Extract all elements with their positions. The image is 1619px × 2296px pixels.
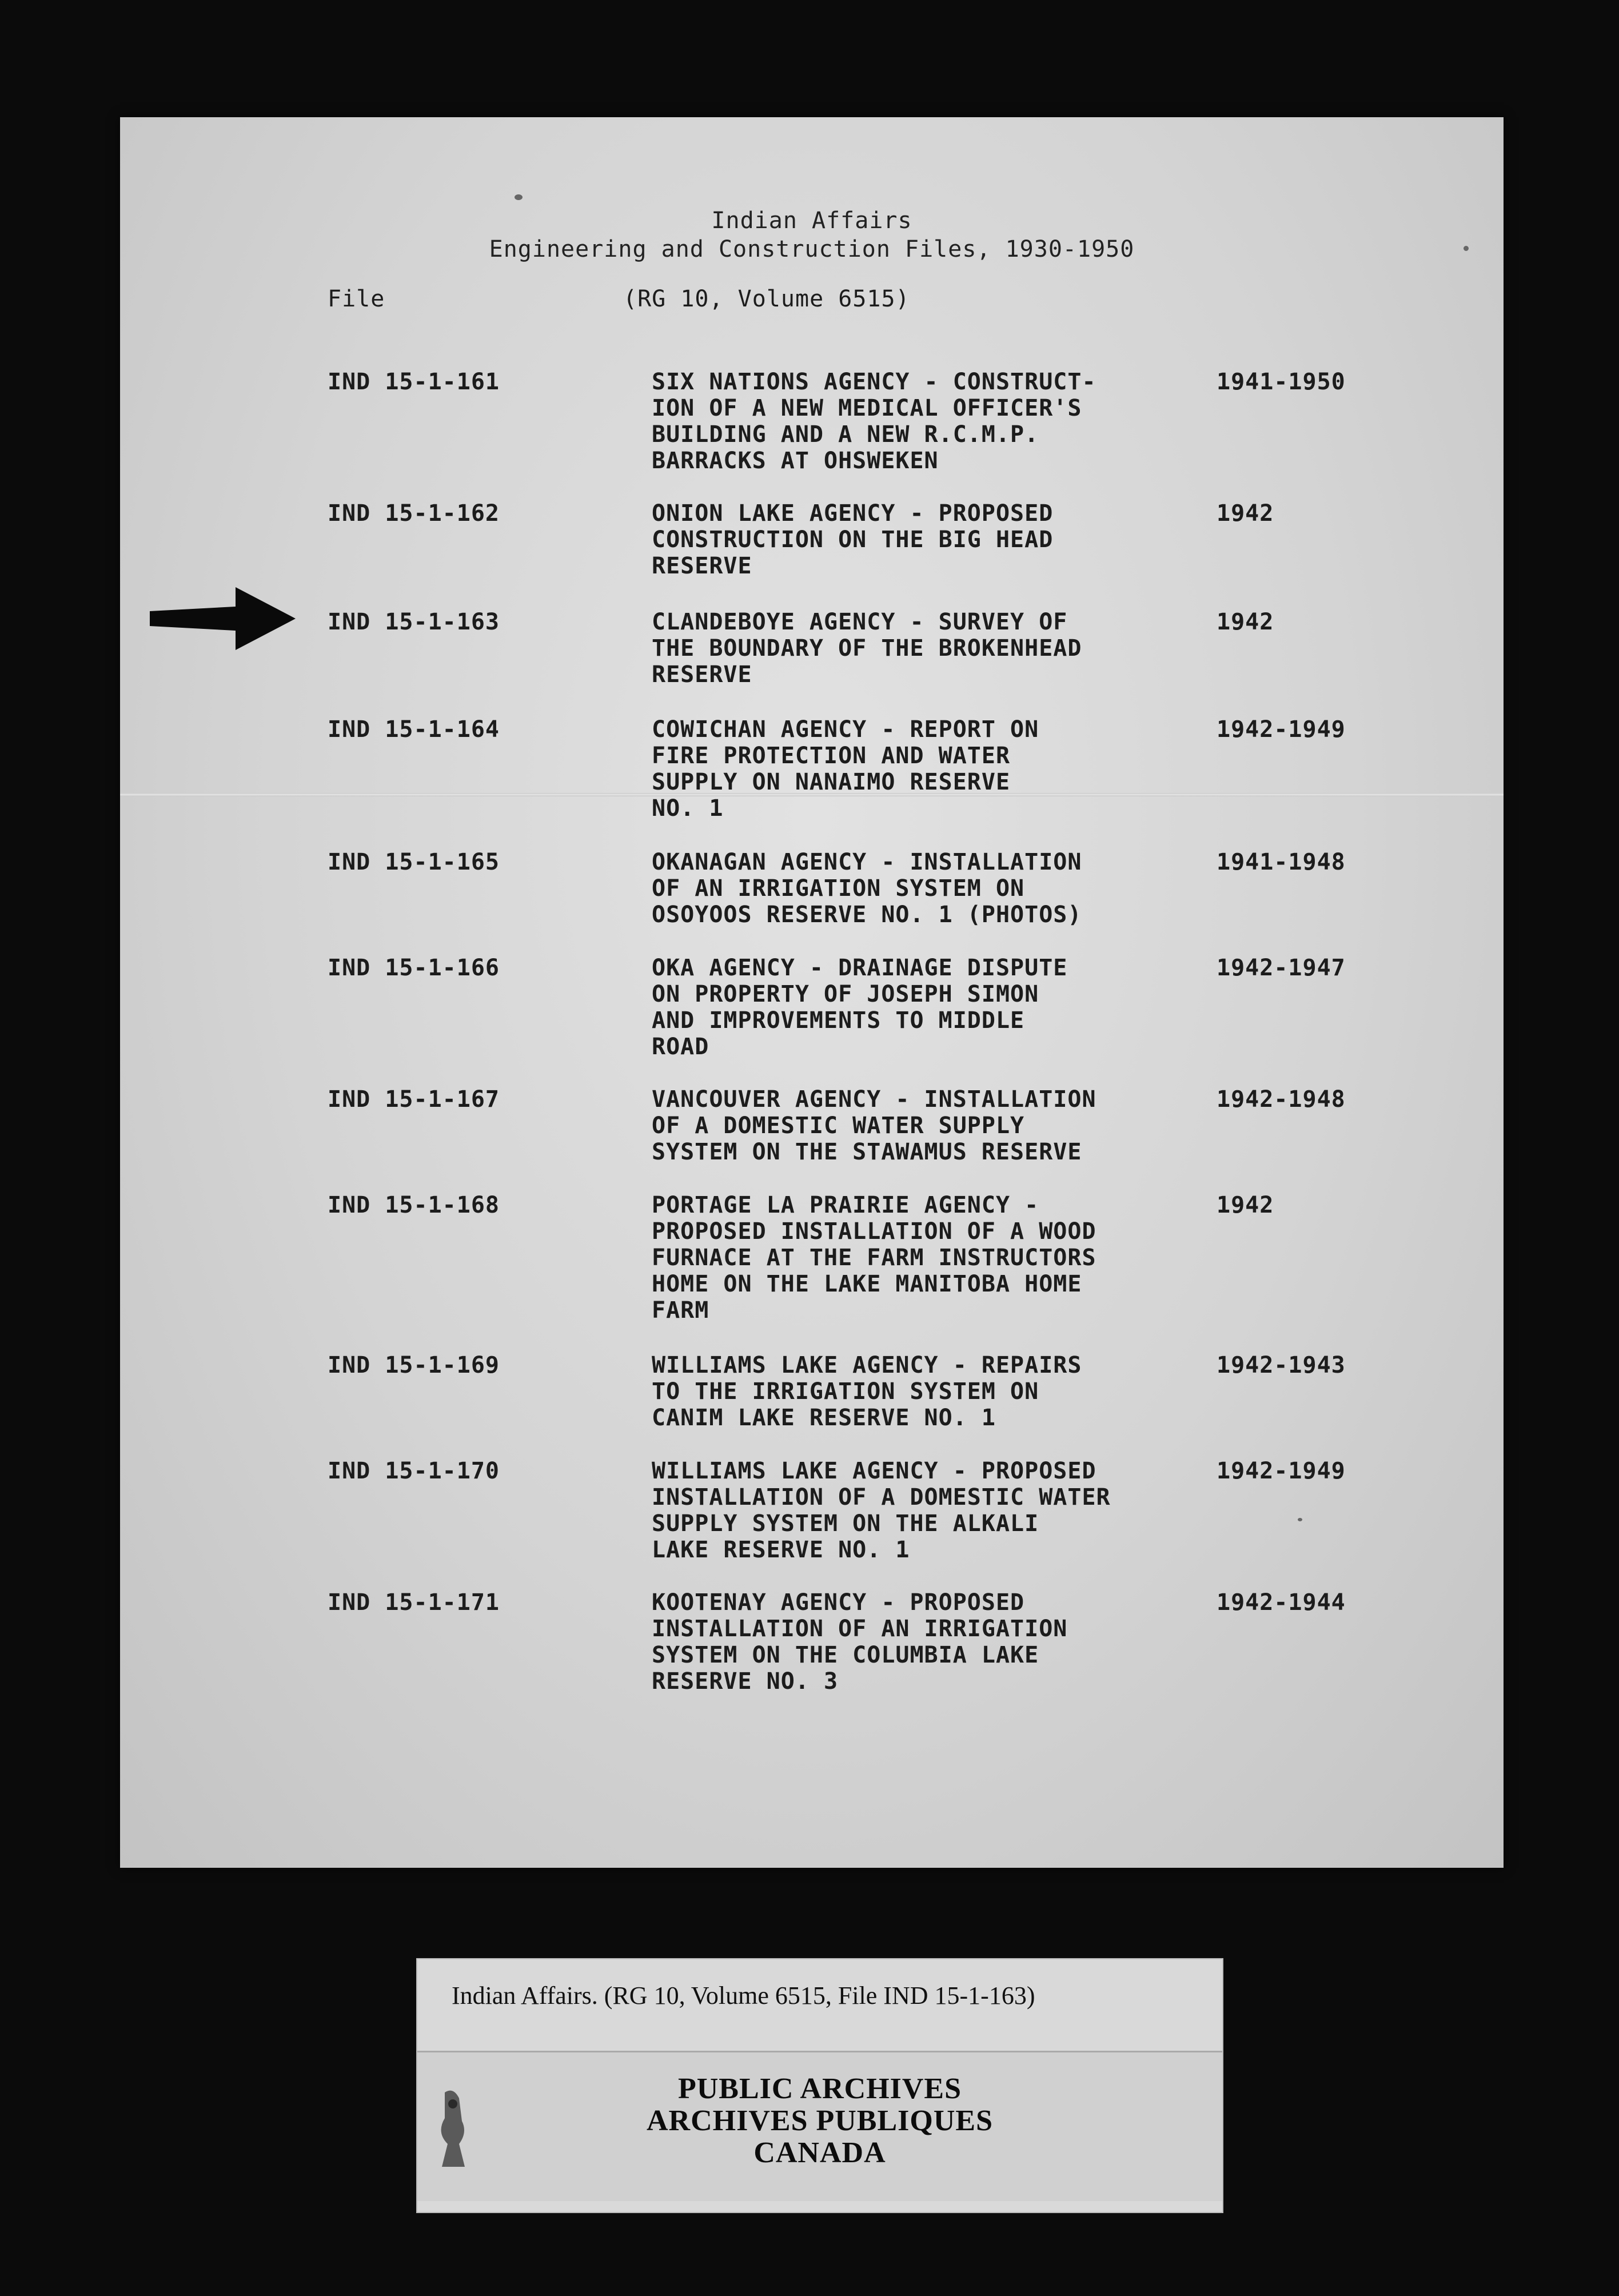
file-column-label: File	[328, 286, 385, 312]
file-dates: 1942-1947	[1217, 955, 1346, 981]
description-line: SUPPLY SYSTEM ON THE ALKALI	[652, 1510, 1039, 1537]
document-page	[120, 117, 1504, 1868]
file-number: IND 15-1-164	[328, 716, 500, 743]
file-description	[652, 1086, 1096, 1165]
file-dates: 1942-1949	[1217, 1458, 1346, 1484]
volume-label: (RG 10, Volume 6515)	[623, 286, 910, 312]
description-line: SYSTEM ON THE COLUMBIA LAKE	[652, 1642, 1039, 1668]
file-dates: 1942-1944	[1217, 1589, 1346, 1616]
file-dates: 1942-1949	[1217, 716, 1346, 743]
description-line: ROAD	[652, 1034, 709, 1060]
description-line: INSTALLATION OF A DOMESTIC WATER	[652, 1484, 1111, 1510]
stamp-line-french: ARCHIVES PUBLIQUES	[646, 2104, 994, 2137]
file-dates: 1942	[1217, 1192, 1274, 1218]
file-number: IND 15-1-161	[328, 369, 500, 395]
file-number: IND 15-1-166	[328, 955, 500, 981]
description-line: RESERVE	[652, 553, 752, 579]
file-description	[652, 609, 1082, 688]
document-title: Indian Affairs	[711, 208, 912, 234]
file-description	[652, 716, 1039, 822]
file-dates: 1941-1948	[1217, 849, 1346, 875]
file-number: IND 15-1-167	[328, 1086, 500, 1113]
description-line: CANIM LAKE RESERVE NO. 1	[652, 1405, 996, 1431]
file-description	[652, 1192, 1096, 1324]
stamp-line-english: PUBLIC ARCHIVES	[677, 2072, 962, 2105]
file-number: IND 15-1-171	[328, 1589, 500, 1616]
file-number: IND 15-1-169	[328, 1352, 500, 1378]
description-line: NO. 1	[652, 795, 724, 822]
file-description	[652, 1458, 1111, 1563]
file-number: IND 15-1-170	[328, 1458, 500, 1484]
description-line: AND IMPROVEMENTS TO MIDDLE	[652, 1007, 1025, 1034]
description-line: FARM	[652, 1297, 709, 1324]
description-line: BARRACKS AT OHSWEKEN	[652, 448, 939, 474]
description-line: ON PROPERTY OF JOSEPH SIMON	[652, 981, 1039, 1007]
description-line: SYSTEM ON THE STAWAMUS RESERVE	[652, 1139, 1082, 1165]
file-description	[652, 849, 1082, 928]
description-line: RESERVE NO. 3	[652, 1668, 839, 1695]
description-line: THE BOUNDARY OF THE BROKENHEAD	[652, 635, 1082, 661]
description-line: OKANAGAN AGENCY - INSTALLATION	[652, 849, 1082, 875]
description-line: FURNACE AT THE FARM INSTRUCTORS	[652, 1245, 1096, 1271]
file-description	[652, 1589, 1067, 1695]
description-line: SIX NATIONS AGENCY - CONSTRUCT-	[652, 369, 1096, 395]
file-dates: 1941-1950	[1217, 369, 1346, 395]
description-line: WILLIAMS LAKE AGENCY - REPAIRS	[652, 1352, 1082, 1378]
file-number: IND 15-1-163	[328, 609, 500, 635]
archives-stamp	[417, 2051, 1222, 2201]
description-line: OF AN IRRIGATION SYSTEM ON	[652, 875, 1025, 902]
arrow-right-icon	[150, 587, 298, 652]
file-dates: 1942	[1217, 609, 1274, 635]
description-line: TO THE IRRIGATION SYSTEM ON	[652, 1378, 1039, 1405]
description-line: FIRE PROTECTION AND WATER	[652, 743, 1011, 769]
file-dates: 1942-1948	[1217, 1086, 1346, 1113]
file-description	[652, 369, 1096, 474]
file-number: IND 15-1-165	[328, 849, 500, 875]
file-number: IND 15-1-168	[328, 1192, 500, 1218]
file-description	[652, 955, 1067, 1060]
description-line: ION OF A NEW MEDICAL OFFICER'S	[652, 395, 1082, 421]
file-description	[652, 1352, 1082, 1431]
description-line: CLANDEBOYE AGENCY - SURVEY OF	[652, 609, 1068, 635]
description-line: LAKE RESERVE NO. 1	[652, 1537, 910, 1563]
description-line: ONION LAKE AGENCY - PROPOSED	[652, 500, 1054, 527]
description-line: WILLIAMS LAKE AGENCY - PROPOSED	[652, 1458, 1096, 1484]
description-line: OKA AGENCY - DRAINAGE DISPUTE	[652, 955, 1068, 981]
paper-speck	[1298, 1518, 1302, 1521]
description-line: BUILDING AND A NEW R.C.M.P.	[652, 421, 1039, 448]
file-dates: 1942	[1217, 500, 1274, 527]
file-citation: Indian Affairs. (RG 10, Volume 6515, File IND 15-1-163)	[452, 1982, 1035, 2010]
description-line: OSOYOOS RESERVE NO. 1 (PHOTOS)	[652, 902, 1082, 928]
paper-speck	[515, 194, 523, 200]
description-line: PROPOSED INSTALLATION OF A WOOD	[652, 1218, 1096, 1245]
description-line: CONSTRUCTION ON THE BIG HEAD	[652, 527, 1054, 553]
description-line: KOOTENAY AGENCY - PROPOSED	[652, 1589, 1025, 1616]
description-line: OF A DOMESTIC WATER SUPPLY	[652, 1113, 1025, 1139]
description-line: COWICHAN AGENCY - REPORT ON	[652, 716, 1039, 743]
description-line: INSTALLATION OF AN IRRIGATION	[652, 1616, 1068, 1642]
description-line: RESERVE	[652, 661, 752, 688]
document-subtitle: Engineering and Construction Files, 1930-1950	[489, 236, 1135, 262]
description-line: VANCOUVER AGENCY - INSTALLATION	[652, 1086, 1096, 1113]
file-dates: 1942-1943	[1217, 1352, 1346, 1378]
archive-label-card	[416, 1958, 1223, 2213]
description-line: SUPPLY ON NANAIMO RESERVE	[652, 769, 1011, 795]
file-description	[652, 500, 1053, 579]
description-line: PORTAGE LA PRAIRIE AGENCY -	[652, 1192, 1039, 1218]
file-number: IND 15-1-162	[328, 500, 500, 527]
stamp-line-country: CANADA	[753, 2136, 886, 2169]
description-line: HOME ON THE LAKE MANITOBA HOME	[652, 1271, 1082, 1297]
